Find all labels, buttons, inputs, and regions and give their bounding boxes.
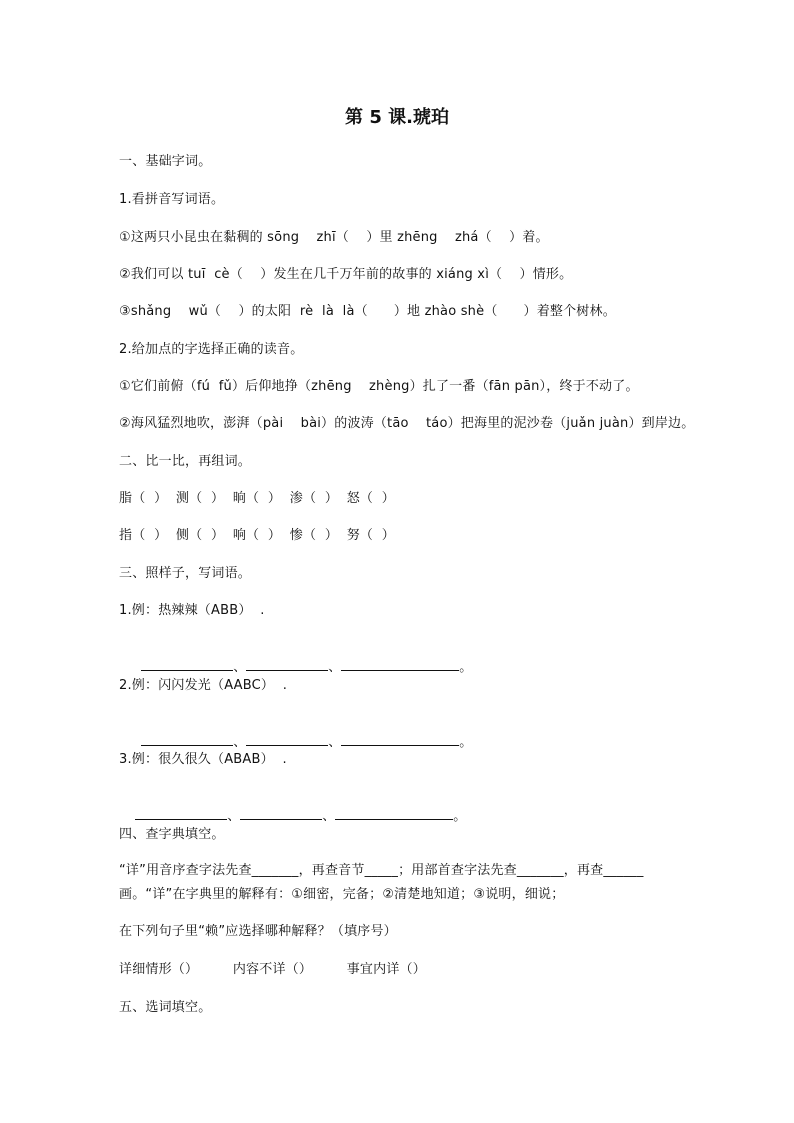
answer-blank[interactable] xyxy=(135,807,227,820)
example-3: 3.例：很久很久（ABAB） . xyxy=(119,752,287,767)
section-heading-1: 一、基础字词。 xyxy=(119,154,212,169)
separator: 、 xyxy=(233,660,247,675)
dictionary-question-line-2: 画。“详”在字典里的解释有：①细密，完备；②清楚地知道；③说明，细说； xyxy=(119,887,565,902)
example-1: 1.例：热辣辣（ABB） . xyxy=(119,603,265,618)
section-heading-4: 四、查字典填空。 xyxy=(119,827,225,842)
section-heading-3: 三、照样子，写词语。 xyxy=(119,566,252,581)
answer-blank[interactable] xyxy=(246,733,328,746)
dictionary-question-line-3: 在下列句子里“赖”应选择哪种解释？（填序号） xyxy=(119,924,397,939)
question-1-2-item-2: ②海风猛烈地吹，澎湃（pài bài）的波涛（tāo táo）把海里的泥沙卷（juǎn juàn）到岸边。 xyxy=(119,416,695,431)
dictionary-options: 详细情形（） 内容不详（） 事宜内详（） xyxy=(119,962,426,977)
question-1-1-item-2: ②我们可以 tuī cè（ ）发生在几千万年前的故事的 xiáng xì（ ）情形。 xyxy=(119,267,573,282)
end-mark: 。 xyxy=(453,809,467,824)
question-1-1: 1.看拼音写词语。 xyxy=(119,192,225,207)
compare-row-1: 脂（ ） 测（ ） 晌（ ） 渗（ ） 怒（ ） xyxy=(119,491,395,506)
answer-blank[interactable] xyxy=(341,733,459,746)
separator: 、 xyxy=(233,735,247,750)
question-1-2-item-1: ①它们前俯（fú fǔ）后仰地挣（zhēng zhèng）扎了一番（fān pān），终于不动了。 xyxy=(119,379,639,394)
separator: 、 xyxy=(322,809,336,824)
answer-blank[interactable] xyxy=(141,733,233,746)
question-1-2: 2.给加点的字选择正确的读音。 xyxy=(119,342,304,357)
separator: 、 xyxy=(328,735,342,750)
answer-blank[interactable] xyxy=(335,807,453,820)
example-2: 2.例：闪闪发光（AABC） . xyxy=(119,678,288,693)
separator: 、 xyxy=(328,660,342,675)
answer-blank[interactable] xyxy=(141,658,233,671)
section-heading-2: 二、比一比，再组词。 xyxy=(119,454,252,469)
compare-row-2: 指（ ） 侧（ ） 响（ ） 惨（ ） 努（ ） xyxy=(119,528,395,543)
end-mark: 。 xyxy=(459,735,473,750)
question-1-1-item-1: ①这两只小昆虫在黏稠的 sōng zhī（ ）里 zhēng zhá（ ）着。 xyxy=(119,230,549,245)
answer-blank[interactable] xyxy=(240,807,322,820)
answer-blank[interactable] xyxy=(246,658,328,671)
answer-blank-row-1[interactable] xyxy=(133,640,472,677)
answer-blank[interactable] xyxy=(341,658,459,671)
page-title: 第 5 课.琥珀 xyxy=(345,107,449,128)
dictionary-question-line-1: “详”用音序查字法先查_______，再查音节_____；用部首查字法先查_______，再查______ xyxy=(119,863,644,878)
separator: 、 xyxy=(227,809,241,824)
question-1-1-item-3: ③shǎng wǔ（ ）的太阳 rè là là（ ）地 zhào shè（ ）着整个树林。 xyxy=(119,304,616,319)
section-heading-5: 五、选词填空。 xyxy=(119,1000,212,1015)
end-mark: 。 xyxy=(459,660,473,675)
answer-blank-row-2[interactable] xyxy=(133,715,472,752)
answer-blank-row-3[interactable] xyxy=(127,789,466,826)
